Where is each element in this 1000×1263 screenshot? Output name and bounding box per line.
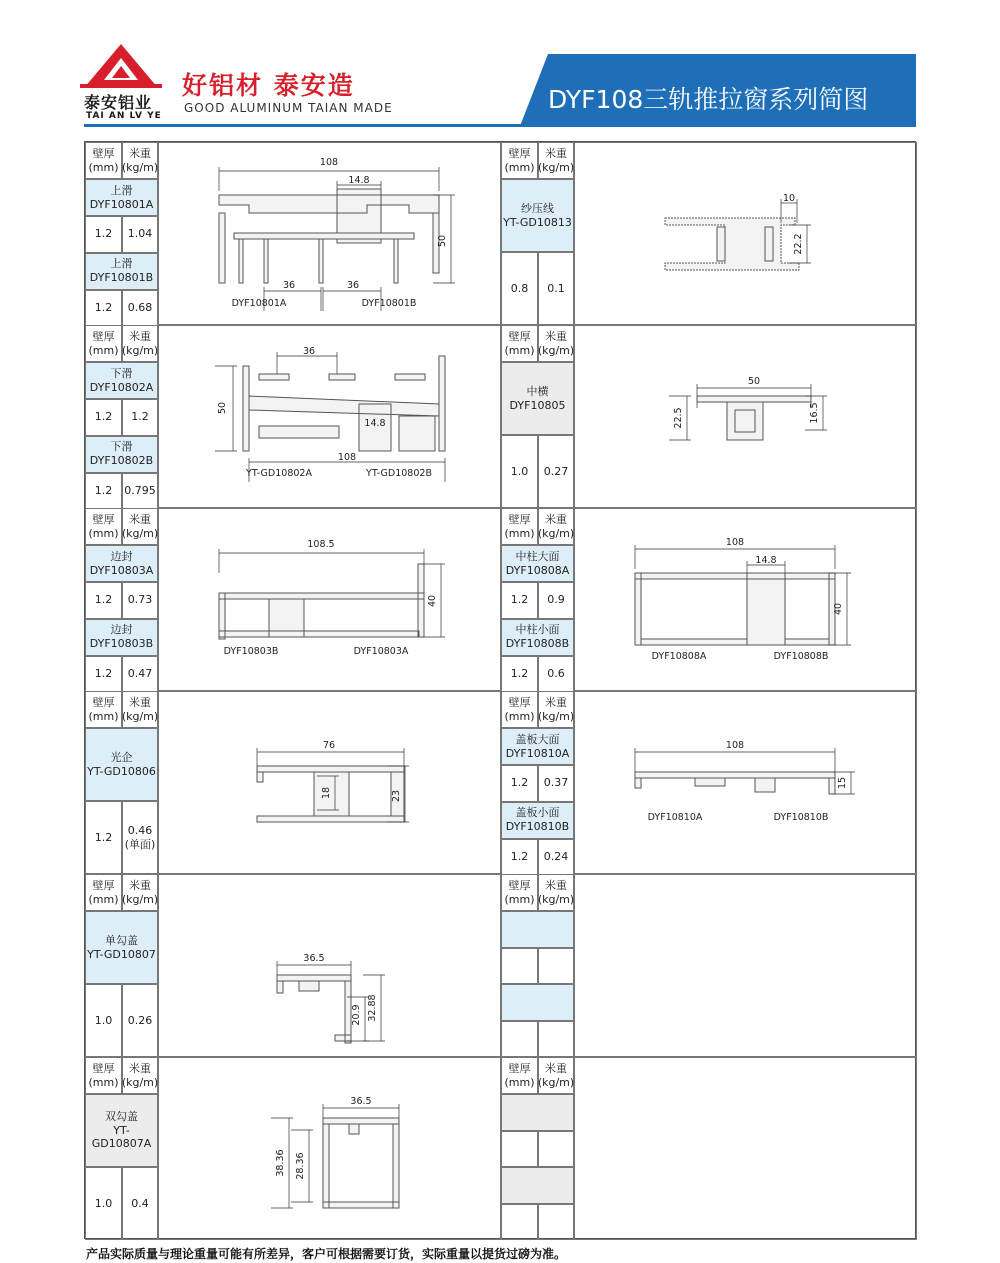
empty-value-cell [501, 1204, 538, 1241]
dim-span-a: 36 [282, 280, 296, 291]
dim-height: 15 [837, 776, 848, 790]
profile-label: DYF10808A [651, 651, 707, 662]
profile-code: DYF10808A [505, 563, 570, 577]
profile-code: DYF10801A [89, 197, 154, 211]
wall-thickness-value: 1.2 [85, 656, 122, 693]
dim-width: 76 [322, 740, 336, 751]
dim-span: 36 [302, 346, 316, 357]
profile-drawing [159, 692, 500, 873]
col-header-weight: 米重 (kg/m) [122, 874, 158, 911]
profile-name: 上滑 [110, 257, 133, 271]
col-header-thickness: 壁厚 (mm) [85, 508, 122, 545]
wall-thickness-value: 1.2 [85, 290, 122, 327]
empty-value-cell [538, 1131, 574, 1168]
profile-name-cell [85, 1094, 158, 1167]
profile-name-cell [501, 179, 574, 252]
empty-name-cell [501, 1094, 574, 1131]
meter-weight-value: 0.68 [122, 290, 158, 327]
profile-name-cell [85, 619, 158, 656]
wall-thickness-value: 1.2 [85, 582, 122, 619]
slogan-en: GOOD ALUMINUM TAIAN MADE [184, 101, 393, 115]
profile-name-cell [501, 619, 574, 656]
profile-drawing-cell [158, 508, 501, 691]
profile-name-cell [85, 911, 158, 984]
dim-width: 108 [319, 157, 339, 168]
meter-weight-value: 1.04 [122, 216, 158, 253]
wall-thickness-value: 1.0 [85, 984, 122, 1057]
profile-label: DYF10808B [773, 651, 829, 662]
col-header-weight: 米重 (kg/m) [122, 1057, 158, 1094]
profile-name: 上滑 [110, 183, 133, 197]
profile-name-cell [501, 362, 574, 435]
profile-label: DYF10810B [773, 812, 829, 823]
col-header-thickness: 壁厚 (mm) [501, 691, 538, 728]
wall-thickness-value: 1.2 [85, 399, 122, 436]
profile-name-cell [85, 253, 158, 290]
empty-name-cell [501, 1167, 574, 1204]
empty-name-cell [501, 984, 574, 1021]
col-header-thickness: 壁厚 (mm) [501, 874, 538, 911]
profile-label: DYF10803B [223, 646, 279, 657]
col-header-weight: 米重 (kg/m) [538, 691, 574, 728]
dim-height: 32.88 [367, 994, 378, 1022]
dim-chamber: 14.8 [364, 418, 386, 429]
header-divider [84, 124, 916, 127]
meter-weight-value: 0.26 [122, 984, 158, 1057]
wall-thickness-value: 1.0 [85, 1167, 122, 1240]
dim-inner: 18 [321, 786, 332, 800]
col-header-weight: 米重 (kg/m) [538, 1057, 574, 1094]
profile-drawing [159, 143, 500, 324]
profile-name-cell [501, 545, 574, 582]
profile-name-cell [85, 179, 158, 216]
profile-drawing [575, 1058, 916, 1239]
profile-drawing [575, 509, 916, 690]
profile-name: 双勾盖 [105, 1109, 138, 1123]
logo-name-cn: 泰安铝业 [84, 93, 153, 112]
profile-drawing [575, 692, 916, 873]
profile-drawing-cell [158, 1057, 501, 1240]
meter-weight-value: 0.4 [122, 1167, 158, 1240]
empty-value-cell [538, 1021, 574, 1058]
profile-name: 盖板大面 [515, 732, 560, 746]
profile-label: DYF10801B [361, 298, 417, 309]
dim-width: 108 [337, 452, 357, 463]
profile-drawing-cell [158, 325, 501, 508]
dim-chamber: 14.8 [348, 175, 370, 186]
meter-weight-value: 0.37 [538, 765, 574, 802]
profile-drawing [159, 1058, 500, 1239]
dim-chamber: 14.8 [755, 555, 777, 566]
dim-inner: 20.9 [351, 1004, 362, 1026]
profile-name-cell [85, 436, 158, 473]
dim-height: 23 [391, 789, 402, 803]
col-header-thickness: 壁厚 (mm) [85, 142, 122, 179]
profile-label: DYF10801A [231, 298, 287, 309]
profile-code: DYF10802A [89, 380, 154, 394]
col-header-weight: 米重 (kg/m) [538, 874, 574, 911]
empty-name-cell [501, 911, 574, 948]
profile-drawing [575, 875, 916, 1056]
meter-weight-value: 0.9 [538, 582, 574, 619]
profile-code: DYF10803A [89, 563, 154, 577]
dim-height: 50 [217, 401, 228, 415]
dim-width: 36.5 [303, 953, 325, 964]
profile-drawing [159, 509, 500, 690]
col-header-weight: 米重 (kg/m) [122, 142, 158, 179]
meter-weight-value: 0.47 [122, 656, 158, 693]
profile-name-cell [85, 545, 158, 582]
profile-name: 边封 [110, 623, 133, 637]
wall-thickness-value: 1.0 [501, 435, 538, 508]
meter-weight-value: 0.27 [538, 435, 574, 508]
col-header-weight: 米重 (kg/m) [122, 508, 158, 545]
profile-name-cell [85, 728, 158, 801]
empty-value-cell [538, 1204, 574, 1241]
profile-name-cell [85, 362, 158, 399]
meter-weight-value: 1.2 [122, 399, 158, 436]
profile-name: 中柱大面 [515, 549, 560, 563]
wall-thickness-value: 1.2 [501, 582, 538, 619]
profile-table [84, 141, 916, 1239]
profile-drawing [575, 143, 916, 324]
empty-value-cell [501, 1021, 538, 1058]
col-header-weight: 米重 (kg/m) [122, 691, 158, 728]
profile-label: YT-GD10802B [366, 468, 432, 479]
profile-drawing-cell [574, 508, 917, 691]
dim-width: 36.5 [350, 1096, 372, 1107]
dim-inner: 16.5 [809, 402, 820, 424]
dim-height: 22.5 [673, 407, 684, 429]
profile-drawing [159, 875, 500, 1056]
profile-name: 盖板小面 [515, 806, 560, 820]
profile-code: DYF10802B [89, 454, 154, 467]
dim-span-b: 36 [346, 280, 360, 291]
logo-mark [80, 42, 162, 90]
profile-drawing-cell [574, 874, 917, 1057]
profile-label: YT-GD10802A [246, 468, 312, 479]
profile-name-cell [501, 802, 574, 839]
wall-thickness-value: 1.2 [85, 473, 122, 510]
profile-drawing [159, 326, 500, 507]
profile-code: DYF10808B [505, 637, 570, 650]
meter-weight-value: 0.795 [122, 473, 158, 510]
profile-drawing-cell [158, 691, 501, 874]
wall-thickness-value: 0.8 [501, 252, 538, 325]
slogan-cn: 好铝材 泰安造 [182, 71, 355, 100]
col-header-thickness: 壁厚 (mm) [85, 325, 122, 362]
dim-width: 108 [725, 740, 745, 751]
col-header-thickness: 壁厚 (mm) [85, 1057, 122, 1094]
profile-code: DYF10801B [89, 271, 154, 284]
profile-drawing [575, 326, 916, 507]
col-header-weight: 米重 (kg/m) [122, 325, 158, 362]
profile-name: 纱压线 [521, 201, 554, 215]
dim-height: 40 [427, 594, 438, 608]
profile-name: 单勾盖 [105, 933, 138, 947]
dim-width: 108 [725, 537, 745, 548]
wall-thickness-value: 1.2 [85, 216, 122, 253]
meter-weight-value: 0.46 (单面) [122, 801, 158, 874]
dim-width: 108.5 [307, 539, 335, 550]
wall-thickness-value: 1.2 [501, 839, 538, 876]
dim-width: 50 [747, 376, 761, 387]
dim-height: 22.2 [793, 233, 804, 255]
profile-drawing-cell [158, 874, 501, 1057]
page-title: DYF108三轨推拉窗系列简图 [548, 85, 869, 114]
dim-height: 38.36 [275, 1149, 286, 1177]
dim-height: 40 [833, 602, 844, 616]
profile-drawing-cell [574, 325, 917, 508]
meter-weight-value: 0.6 [538, 656, 574, 693]
dim-inner: 28.36 [295, 1152, 306, 1180]
col-header-thickness: 壁厚 (mm) [85, 691, 122, 728]
dim-width: 10 [782, 193, 796, 204]
empty-value-cell [501, 1131, 538, 1168]
col-header-thickness: 壁厚 (mm) [85, 874, 122, 911]
profile-name: 边封 [110, 549, 133, 563]
col-header-thickness: 壁厚 (mm) [501, 1057, 538, 1094]
profile-label: DYF10810A [647, 812, 703, 823]
col-header-thickness: 壁厚 (mm) [501, 508, 538, 545]
profile-code: YT-GD10806 [87, 764, 156, 778]
col-header-thickness: 壁厚 (mm) [501, 142, 538, 179]
dim-height: 50 [437, 234, 448, 248]
profile-code: DYF10803B [89, 637, 154, 650]
wall-thickness-value: 1.2 [501, 765, 538, 802]
profile-code: DYF10805 [509, 398, 566, 412]
col-header-weight: 米重 (kg/m) [538, 142, 574, 179]
footer-note: 产品实际质量与理论重量可能有所差异，客户可根据需要订货，实际重量以提货过磅为准。 [86, 1247, 567, 1261]
profile-name: 中柱小面 [515, 623, 560, 637]
profile-drawing-cell [574, 1057, 917, 1240]
profile-drawing-cell [574, 691, 917, 874]
empty-value-cell [501, 948, 538, 985]
col-header-weight: 米重 (kg/m) [538, 508, 574, 545]
profile-name-cell [501, 728, 574, 765]
wall-thickness-value: 1.2 [501, 656, 538, 693]
profile-name: 中横 [526, 384, 549, 398]
profile-code: YT-GD10813 [503, 215, 572, 229]
col-header-weight: 米重 (kg/m) [538, 325, 574, 362]
profile-code: YT-GD10807A [91, 1123, 152, 1151]
meter-weight-value: 0.1 [538, 252, 574, 325]
col-header-thickness: 壁厚 (mm) [501, 325, 538, 362]
meter-weight-value: 0.24 [538, 839, 574, 876]
wall-thickness-value: 1.2 [85, 801, 122, 874]
profile-name: 下滑 [110, 440, 133, 454]
profile-name: 光企 [110, 750, 133, 764]
profile-code: DYF10810B [505, 820, 570, 833]
empty-value-cell [538, 948, 574, 985]
profile-drawing-cell [158, 142, 501, 325]
profile-code: DYF10810A [505, 746, 570, 760]
profile-name: 下滑 [110, 366, 133, 380]
profile-code: YT-GD10807 [87, 947, 156, 961]
profile-label: DYF10803A [353, 646, 409, 657]
logo-name-en: TAI AN LV YE [86, 111, 162, 121]
meter-weight-value: 0.73 [122, 582, 158, 619]
profile-drawing-cell [574, 142, 917, 325]
